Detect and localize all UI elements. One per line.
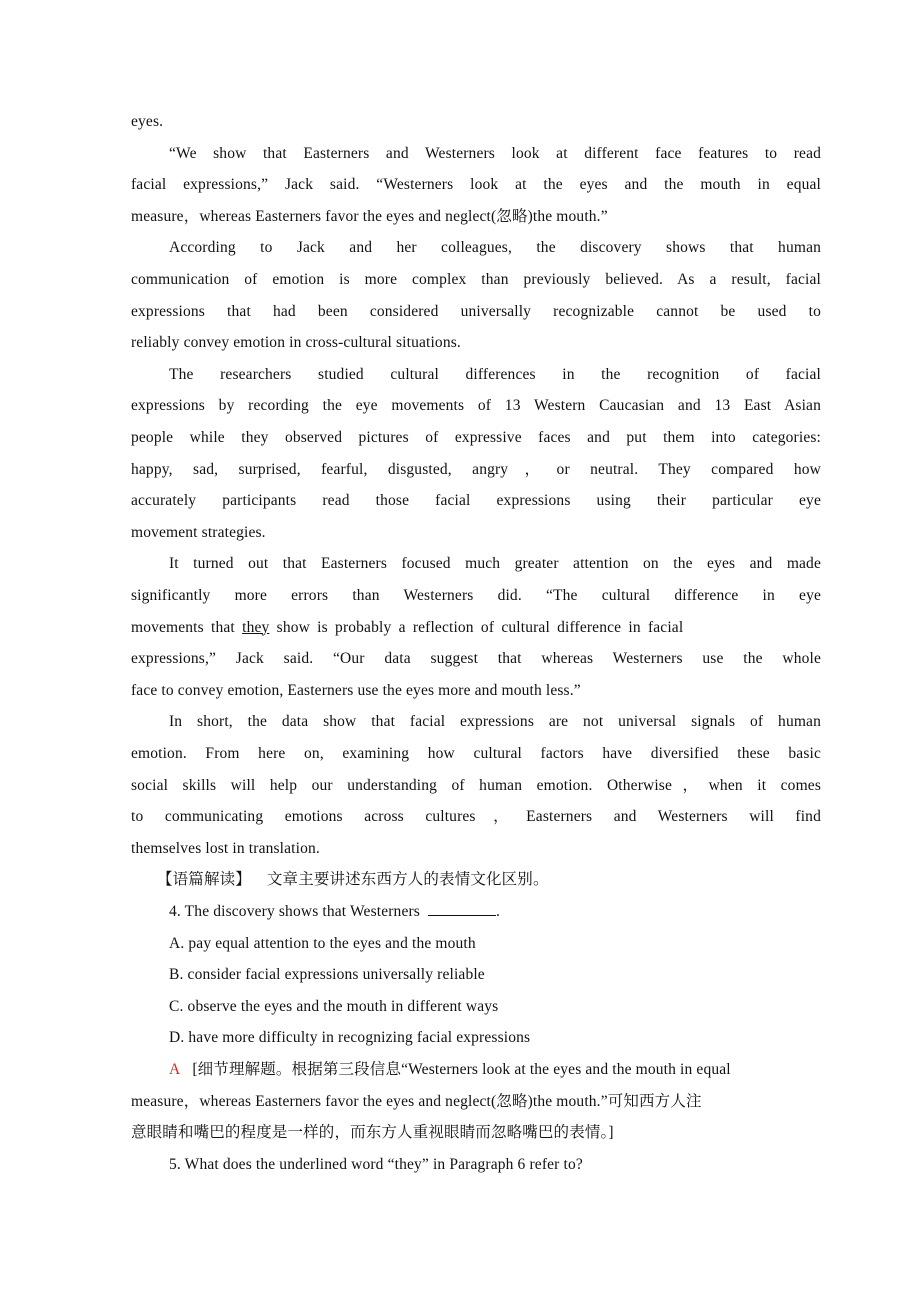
paragraph-line: significantly more errors than Westerners did. “The cultural difference in eye xyxy=(131,587,821,604)
paragraph-line: movement strategies. xyxy=(131,523,266,541)
paragraph-line: themselves lost in translation. xyxy=(131,839,320,857)
paragraph-line: reliably convey emotion in cross-cultural situations. xyxy=(131,334,461,352)
paragraph-line: happy, sad, surprised, fearful, disgusted, angry，or neutral. They compared how xyxy=(131,460,821,478)
underlined-word: they xyxy=(242,618,270,636)
paragraph-line: expressions by recording the eye movements of 13 Western Caucasian and 13 East Asian xyxy=(131,397,821,415)
analysis-label: 【语篇解读】 xyxy=(157,871,251,889)
explanation-line: 意眼睛和嘴巴的程度是一样的，而东方人重视眼睛而忽略嘴巴的表情。] xyxy=(131,1124,614,1142)
question-5-stem: 5. What does the underlined word “they” in Paragraph 6 refer to? xyxy=(169,1155,583,1173)
explanation-line: measure，whereas Easterners favor the eyes and neglect(忽略)the mouth.”可知西方人注 xyxy=(131,1092,702,1110)
question-text: 4. The discovery shows that Westerners xyxy=(169,903,420,920)
analysis-text: 文章主要讲述东西方人的表情文化区别。 xyxy=(266,871,549,889)
paragraph-line: emotion. From here on, examining how cultural factors have diversified these basic xyxy=(131,745,821,762)
paragraph-line xyxy=(131,617,821,639)
paragraph-line: expressions,” Jack said. “Our data suggest that whereas Westerners use the whole xyxy=(131,650,821,668)
paragraph-line: “We show that Easterners and Westerners look at different face features to read xyxy=(169,144,821,162)
answer-explanation xyxy=(169,1059,821,1081)
option-A: A. pay equal attention to the eyes and the mouth xyxy=(169,934,476,952)
paragraph-line: face to convey emotion, Easterners use the eyes more and mouth less.” xyxy=(131,681,581,699)
paragraph-line: accurately participants read those facial expressions using their particular eye xyxy=(131,492,821,510)
explanation-text: [细节理解题。根据第三段信息“Westerners look at the eyes and the mouth in equal xyxy=(192,1061,731,1078)
option-C: C. observe the eyes and the mouth in different ways xyxy=(169,997,499,1015)
passage-analysis xyxy=(157,869,847,891)
answer-letter: A xyxy=(169,1061,181,1078)
text-segment: show is probably a reflection of cultural difference in facial xyxy=(269,618,684,636)
paragraph-line: facial expressions,” Jack said. “Westerners look at the eyes and the mouth in equal xyxy=(131,176,821,194)
paragraph-line: people while they observed pictures of expressive faces and put them into categories: xyxy=(131,429,821,446)
question-4-stem: 4. The discovery shows that Westerners . xyxy=(169,903,500,920)
option-D: D. have more difficulty in recognizing facial expressions xyxy=(169,1029,531,1047)
paragraph-line: eyes. xyxy=(131,113,164,130)
paragraph-line: The researchers studied cultural differences in the recognition of facial xyxy=(169,365,821,383)
paragraph-line: In short, the data show that facial expressions are not universal signals of human xyxy=(169,713,821,731)
paragraph-line: According to Jack and her colleagues, the discovery shows that human xyxy=(169,239,821,257)
paragraph-line: measure，whereas Easterners favor the eyes and neglect(忽略)the mouth.” xyxy=(131,207,608,225)
paragraph-line: expressions that had been considered universally recognizable cannot be used to xyxy=(131,302,821,320)
paragraph-line: social skills will help our understanding of human emotion. Otherwise，when it comes xyxy=(131,776,821,794)
paragraph-line: to communicating emotions across cultures，Easterners and Westerners will find xyxy=(131,808,821,826)
paragraph-line: It turned out that Easterners focused much greater attention on the eyes and made xyxy=(169,555,821,573)
paragraph-line: communication of emotion is more complex than previously believed. As a result, facial xyxy=(131,271,821,288)
option-B: B. consider facial expressions universally reliable xyxy=(169,966,485,984)
text-segment: movements that xyxy=(131,618,243,636)
answer-blank xyxy=(428,901,496,916)
